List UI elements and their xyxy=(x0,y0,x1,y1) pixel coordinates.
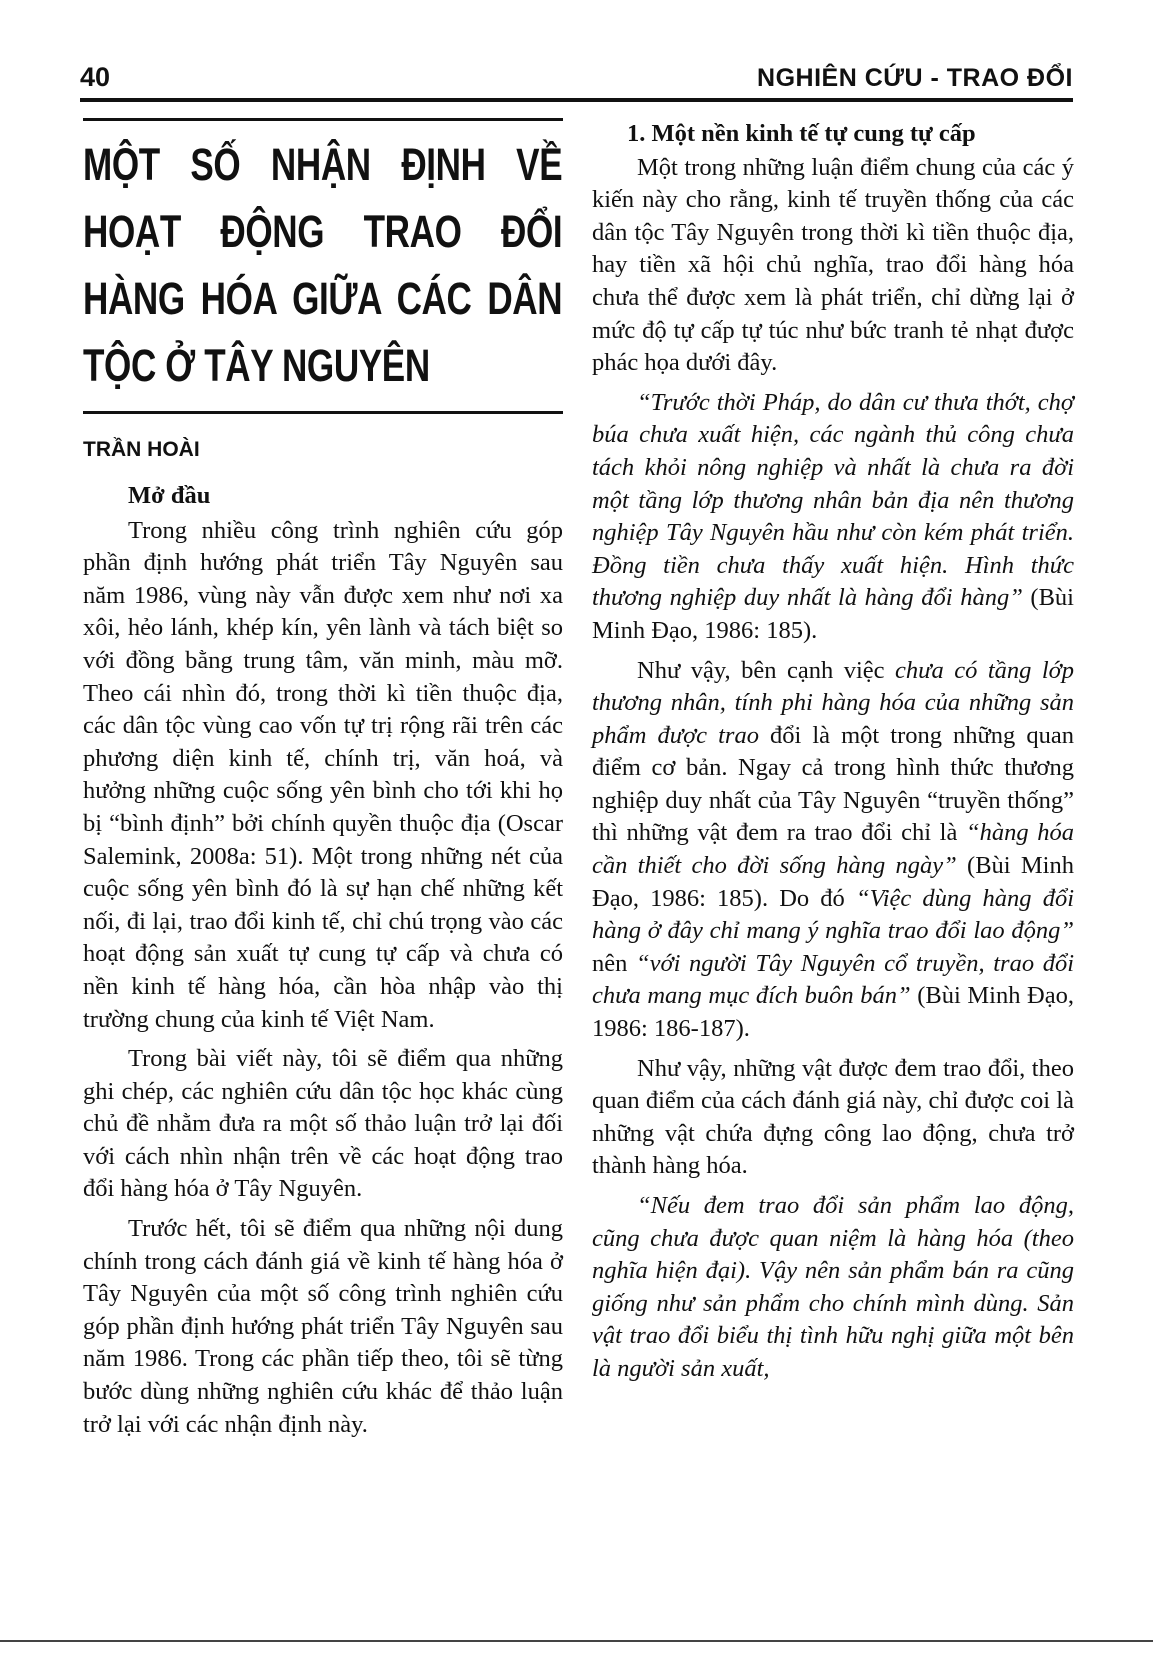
text-run: Như vậy, bên cạnh việc xyxy=(637,656,895,684)
intro-heading: Mở đầu xyxy=(128,482,211,509)
quote-text: “Trước thời Pháp, do dân cư thưa thớt, chợ búa chưa xuất hiện, các ngành thủ công chưa tách khỏi nông nghiệp và nhất là chưa ra đời một tầng lớp thương nhân bản địa nên thương nghiệp Tây Nguyên hầu như còn kém phát triển. Đồng tiền chưa thấy xuất hiện. Hình thức thương nghiệp duy nhất là hàng đổi hàng” xyxy=(592,388,1074,612)
header-rule xyxy=(80,98,1073,102)
left-column xyxy=(83,118,563,1448)
body-paragraph: Một trong những luận điểm chung của các ý kiến này cho rằng, kinh tế truyền thống của các dân tộc Tây Nguyên trong thời kì tiền thuộc địa, hay tiền xã hội chủ nghĩa, trao đổi hàng hóa chưa thể được xem là phát triển, chỉ dừng lại ở mức độ tự cấp tự túc như bức tranh tẻ nhạt được phác họa dưới đây. xyxy=(592,153,1074,377)
text-run: đổi là một trong những quan điểm cơ bản. Ngay cả trong hình thức thương nghiệp duy nhất của Tây Nguyên “truyền thống” thì những vật đem ra trao đổi chỉ là xyxy=(592,721,1074,847)
page-number: 40 xyxy=(80,62,111,92)
body-paragraph: Như vậy, những vật được đem trao đổi, theo quan điểm của cách đánh giá này, chỉ được coi là những vật chứa đựng công lao động, chưa trở thành hàng hóa. xyxy=(592,1054,1074,1180)
text-run: nên xyxy=(592,949,636,977)
text-run: (Bùi Minh Đạo, 1986: 185). Do đó xyxy=(592,852,1074,912)
block-quote xyxy=(592,387,1074,648)
running-header xyxy=(80,62,1073,96)
italic-run: “Việc dùng hàng đổi hàng ở đây chỉ mang ý nghĩa trao đổi lao động” xyxy=(592,884,1074,945)
quote-citation: (Bùi Minh Đạo, 1986: 185). xyxy=(592,584,1074,644)
italic-run: “với người Tây Nguyên cổ truyền, trao đổi chưa mang mục đích buôn bán” xyxy=(592,949,1074,1010)
italic-run: “hàng hóa cần thiết cho đời sống hàng ngày” xyxy=(592,819,1074,880)
title-bottom-rule xyxy=(83,411,563,414)
page-bottom-edge xyxy=(0,1640,1153,1642)
italic-run: chưa có tầng lớp thương nhân, tính phi hàng hóa của những sản phẩm được trao xyxy=(592,656,1074,749)
text-run: (Bùi Minh Đạo, 1986: 186-187). xyxy=(592,982,1075,1043)
intro-paragraph: Trong nhiều công trình nghiên cứu góp phần định hướng phát triển Tây Nguyên sau năm 1986, vùng này vẫn được xem như nơi xa xôi, hẻo lánh, khép kín, yên lành và tách biệt so với đồng bằng trung tâm, văn minh, màu mỡ. Theo cái nhìn đó, trong thời kì tiền thuộc địa, các dân tộc vùng cao vốn tự trị rộng rãi trên các phương diện kinh tế, chính trị, văn hoá, và hưởng những cuộc sống yên bình cho tới khi họ bị “bình định” bởi chính quyền thuộc địa (Oscar Salemink, 2008a: 51). Một trong những nét của cuộc sống yên bình đó là sự hạn chế những kết nối, đi lại, trao đổi kinh tế, chỉ chú trọng vào các hoạt động sản xuất tự cung tự cấp và chưa có nền kinh tế hàng hóa, cần hòa nhập vào thị trường chung của kinh tế Việt Nam. xyxy=(83,516,563,1033)
section-title: NGHIÊN CỨU - TRAO ĐỔI xyxy=(757,64,1073,92)
author-name: TRẦN HOÀI xyxy=(83,438,200,461)
block-quote: “Nếu đem trao đổi sản phẩm lao động, cũng chưa được quan niệm là hàng hóa (theo nghĩa hiện đại). Vậy nên sản phẩm bán ra cũng giống như sản phẩm cho chính mình dùng. Sản vật trao đổi biểu thị tình hữu nghị giữa một bên là người sản xuất, xyxy=(592,1192,1074,1382)
intro-paragraph: Trong bài viết này, tôi sẽ điểm qua những ghi chép, các nghiên cứu dân tộc học khác cùng chủ đề nhằm đưa ra một số thảo luận trở lại đối với cách nhìn nhận trên về các hoạt động trao đổi hàng hóa ở Tây Nguyên. xyxy=(83,1045,563,1203)
intro-paragraph: Trước hết, tôi sẽ điểm qua những nội dung chính trong cách đánh giá về kinh tế hàng hóa ở Tây Nguyên của một số công trình nghiên cứu góp phần định hướng phát triển Tây Nguyên sau năm 1986. Trong các phần tiếp theo, tôi sẽ từng bước dùng những nghiên cứu khác để thảo luận trở lại với các nhận định này. xyxy=(83,1215,563,1438)
right-column xyxy=(592,118,1074,1393)
article-title: MỘT SỐ NHẬN ĐỊNH VỀ HOẠT ĐỘNG TRAO ĐỔI HÀNG HÓA GIỮA CÁC DÂN TỘC Ở TÂY NGUYÊN xyxy=(83,139,563,391)
section-heading: 1. Một nền kinh tế tự cung tự cấp xyxy=(627,120,976,147)
body-paragraph xyxy=(592,655,1074,1046)
